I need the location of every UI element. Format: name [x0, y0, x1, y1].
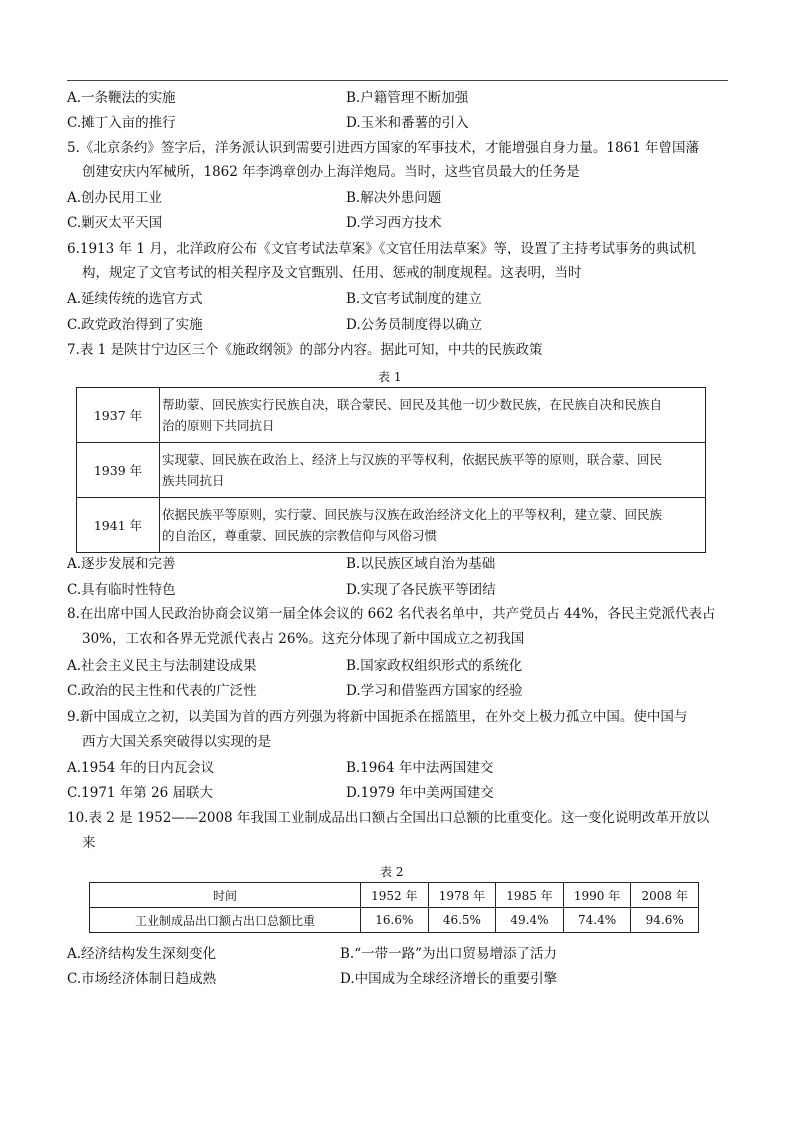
table2-header-cell: 1985 年 [496, 883, 564, 908]
q4-option-d: D.玉米和番薯的引入 [346, 115, 469, 131]
table1-content-line2: 治的原则下共同抗日 [162, 418, 275, 433]
q6-option-a: A.延续传统的选官方式 [67, 291, 203, 307]
table1-caption: 表 1 [378, 370, 402, 384]
q9-stem-line1: 9.新中国成立之初，以美国为首的西方列强为将新中国扼杀在摇篮里，在外交上极力孤立中国。使中国与 [67, 709, 688, 725]
table2-header-cell: 时间 [90, 883, 361, 908]
q5-option-d: D.学习西方技术 [346, 215, 442, 231]
q10-option-c: C.市场经济体制日趋成熟 [67, 971, 217, 987]
table2-cell: 工业制成品出口额占出口总额比重 [90, 908, 361, 933]
table-row [77, 388, 706, 443]
q10-stem-line2: 来 [82, 835, 96, 851]
table1 [76, 387, 706, 553]
table-row [90, 908, 699, 933]
table1-year: 1939 年 [77, 443, 160, 498]
table-row [77, 443, 706, 498]
table1-content-line1: 实现蒙、回民族在政治上、经济上与汉族的平等权利，依据民族平等的原则，联合蒙、回民 [162, 452, 663, 467]
table1-content [160, 388, 706, 443]
q4-option-c: C.摊丁入亩的推行 [67, 115, 176, 131]
q8-option-a: A.社会主义民主与法制建设成果 [67, 658, 257, 674]
q9-option-d: D.1979 年中美两国建交 [346, 785, 494, 801]
q5-option-a: A.创办民用工业 [67, 190, 163, 206]
table1-content-line2: 族共同抗日 [162, 473, 225, 488]
table2-header-cell: 2008 年 [631, 883, 699, 908]
q9-option-b: B.1964 年中法两国建交 [346, 760, 494, 776]
table-row [90, 883, 699, 908]
q5-stem-line2: 创建安庆内军械所，1862 年李鸿章创办上海洋炮局。当时，这些官员最大的任务是 [82, 164, 580, 180]
table2-cell: 74.4% [563, 908, 631, 933]
table2-header-cell: 1952 年 [361, 883, 429, 908]
table1-year: 1941 年 [77, 498, 160, 553]
table2-header-cell: 1978 年 [428, 883, 496, 908]
table1-content-line2: 的自治区，尊重蒙、回民族的宗教信仰与风俗习惯 [162, 528, 438, 543]
q8-option-c: C.政治的民主性和代表的广泛性 [67, 683, 257, 699]
top-rule [67, 80, 728, 81]
q8-stem-line1: 8.在出席中国人民政治协商会议第一届全体会议的 662 名代表名单中，共产党员占 44%，各民主党派代表占 [67, 606, 716, 622]
q6-option-d: D.公务员制度得以确立 [346, 317, 483, 333]
table2-header-cell: 1990 年 [563, 883, 631, 908]
q5-stem-line1: 5.《北京条约》签字后，洋务派认识到需要引进西方国家的军事技术，才能增强自身力量。1861 年曾国藩 [67, 140, 700, 156]
q10-option-a: A.经济结构发生深刻变化 [67, 946, 217, 962]
table1-content-line1: 依据民族平等原则，实行蒙、回民族与汉族在政治经济文化上的平等权利，建立蒙、回民族 [162, 507, 663, 522]
table2 [89, 882, 699, 933]
q10-option-d: D.中国成为全球经济增长的重要引擎 [340, 971, 558, 987]
q4-option-a: A.一条鞭法的实施 [67, 90, 176, 106]
table2-cell: 16.6% [361, 908, 429, 933]
q7-option-d: D.实现了各民族平等团结 [346, 582, 496, 598]
q5-option-b: B.解决外患问题 [346, 190, 442, 206]
table2-cell: 49.4% [496, 908, 564, 933]
q7-stem: 7.表 1 是陕甘宁边区三个《施政纲领》的部分内容。据此可知，中共的民族政策 [67, 342, 543, 358]
q7-option-c: C.具有临时性特色 [67, 582, 176, 598]
q4-option-b: B.户籍管理不断加强 [346, 90, 469, 106]
q9-option-c: C.1971 年第 26 届联大 [67, 785, 214, 801]
table1-content-line1: 帮助蒙、回民族实行民族自决，联合蒙民、回民及其他一切少数民族，在民族自决和民族自 [162, 397, 663, 412]
table2-cell: 46.5% [428, 908, 496, 933]
q8-option-b: B.国家政权组织形式的系统化 [346, 658, 523, 674]
q9-stem-line2: 西方大国关系突破得以实现的是 [82, 734, 271, 750]
table-row [77, 498, 706, 553]
table1-content [160, 498, 706, 553]
q6-option-b: B.文官考试制度的建立 [346, 291, 482, 307]
q8-option-d: D.学习和借鉴西方国家的经验 [346, 683, 523, 699]
q7-option-a: A.逐步发展和完善 [67, 556, 176, 572]
q9-option-a: A.1954 年的日内瓦会议 [67, 760, 215, 776]
q6-option-c: C.政党政治得到了实施 [67, 317, 203, 333]
table2-caption: 表 2 [380, 865, 404, 879]
table1-year: 1937 年 [77, 388, 160, 443]
q7-option-b: B.以民族区域自治为基础 [346, 556, 496, 572]
q10-option-b: B.“一带一路”为出口贸易增添了活力 [340, 946, 558, 962]
table2-cell: 94.6% [631, 908, 699, 933]
q5-option-c: C.剿灭太平天国 [67, 215, 163, 231]
q8-stem-line2: 30%，工农和各界无党派代表占 26%。这充分体现了新中国成立之初我国 [82, 631, 525, 647]
q6-stem-line1: 6.1913 年 1 月，北洋政府公布《文官考试法草案》《文官任用法草案》等，设置了主持考试事务的典试机 [67, 241, 696, 257]
table1-content [160, 443, 706, 498]
q10-stem-line1: 10.表 2 是 1952——2008 年我国工业制成品出口额占全国出口总额的比重变化。这一变化说明改革开放以 [67, 810, 710, 826]
q6-stem-line2: 构，规定了文官考试的相关程序及文官甄别、任用、惩戒的制度规程。这表明，当时 [82, 265, 582, 281]
